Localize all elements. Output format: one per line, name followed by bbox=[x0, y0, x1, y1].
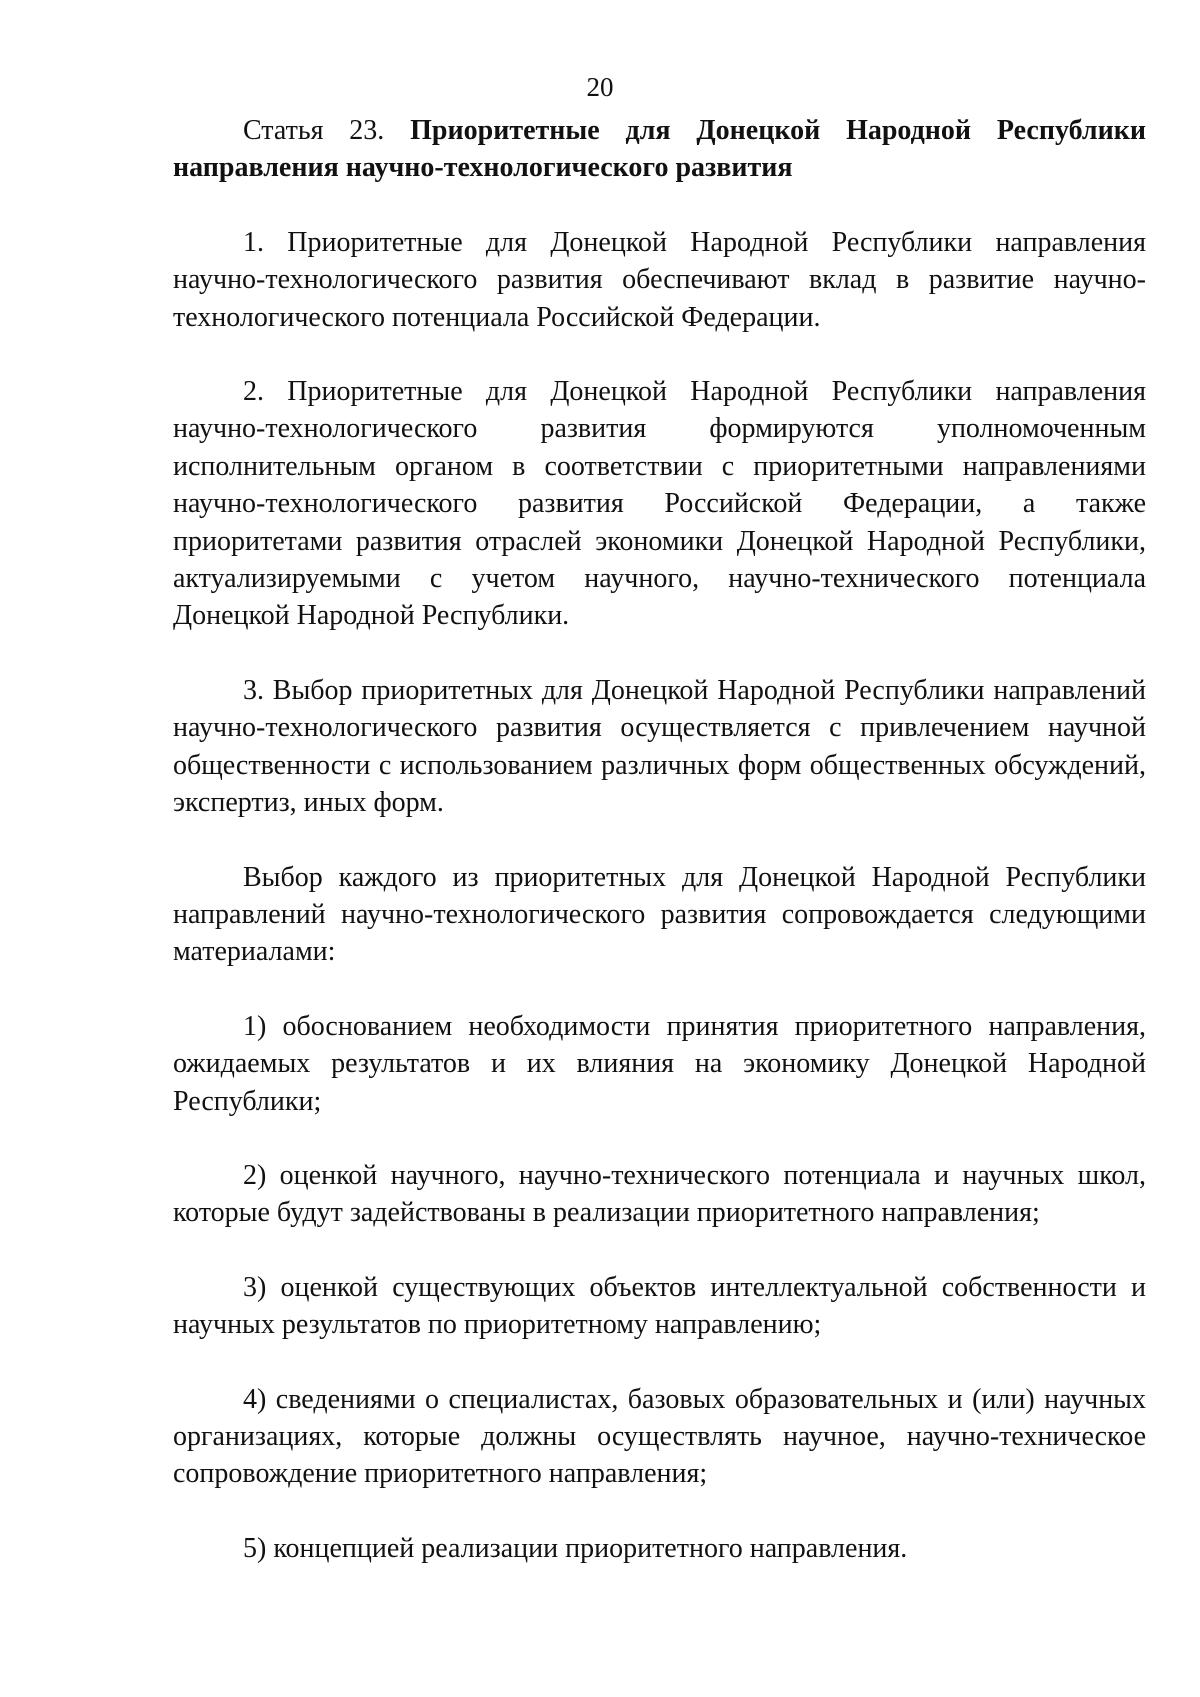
page-number: 20 bbox=[586, 72, 614, 102]
paragraph-2: 2. Приоритетные для Донецкой Народной Республики направления научно-технологического развития формируются уполномоченным исполнительным органом в соответствии с приоритетными направлениями научно-технологического развития Российской Федерации, а также приоритетами развития отраслей экономики Донецкой Народной Республики, актуализируемыми с учетом научного, научно-технического потенциала Донецкой Народной Республики. bbox=[173, 376, 1146, 632]
list-item-3: 3) оценкой существующих объектов интеллектуальной собственности и научных результатов по приоритетному направлению; bbox=[173, 1271, 1146, 1341]
article-label: Статья 23. bbox=[243, 115, 385, 146]
list-item-5: 5) концепцией реализации приоритетного направления. bbox=[243, 1532, 908, 1564]
article-title: Приоритетные для Донецкой Народной Республики направления научно-технологического развития bbox=[173, 115, 1146, 184]
paragraph-3: 3. Выбор приоритетных для Донецкой Народной Республики направлений научно-технологического развития осуществляется с привлечением научной общественности с использованием различных форм общественных обсуждений, экспертиз, иных форм. bbox=[173, 674, 1146, 819]
document-body bbox=[173, 112, 1146, 1604]
list-item-1: 1) обоснованием необходимости принятия приоритетного направления, ожидаемых результатов и их влияния на экономику Донецкой Народной Республики; bbox=[173, 1010, 1146, 1117]
paragraph-selection-materials: Выбор каждого из приоритетных для Донецкой Народной Республики направлений научно-технологического развития сопровождается следующими материалами: bbox=[173, 861, 1146, 968]
list-item-2: 2) оценкой научного, научно-технического потенциала и научных школ, которые будут задействованы в реализации приоритетного направления; bbox=[173, 1159, 1146, 1229]
paragraph-1: 1. Приоритетные для Донецкой Народной Республики направления научно-технологического развития обеспечивают вклад в развитие научно-технологического потенциала Российской Федерации. bbox=[173, 226, 1146, 333]
list-item-4: 4) сведениями о специалистах, базовых образовательных и (или) научных организациях, которые должны осуществлять научное, научно-техническое сопровождение приоритетного направления; bbox=[173, 1383, 1146, 1490]
article-heading bbox=[173, 112, 1146, 187]
